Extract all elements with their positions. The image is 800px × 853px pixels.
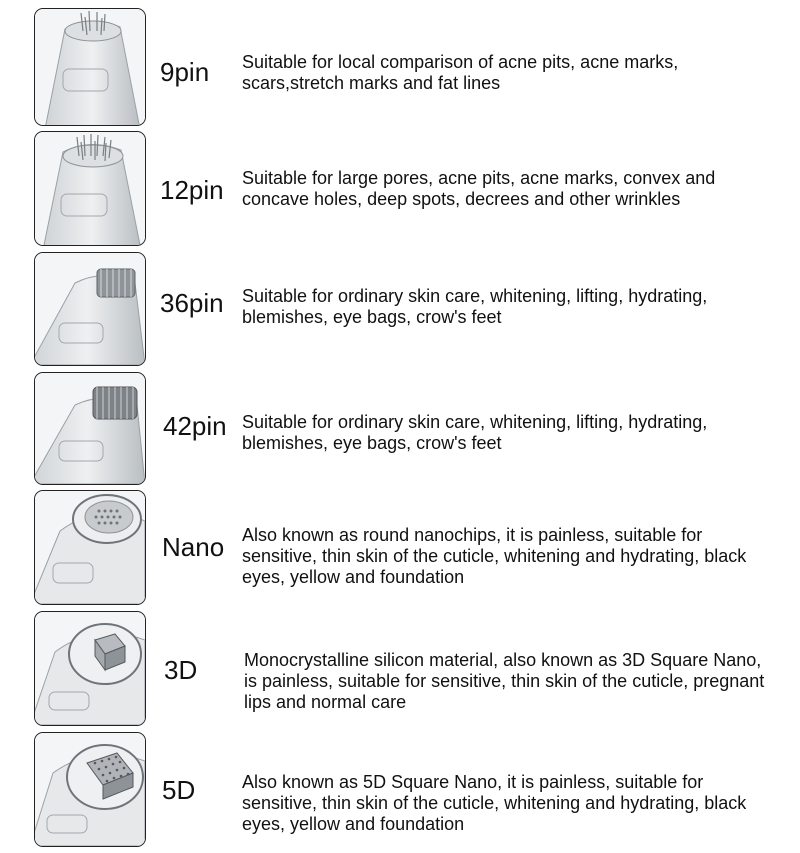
cartridge-name: Nano [162, 532, 225, 562]
needle-cartridge-9pin-icon [34, 8, 146, 126]
cartridge-name: 12pin [160, 175, 224, 205]
needle-cartridge-12pin-icon [34, 131, 146, 246]
cartridge-description: Suitable for large pores, acne pits, acne marks, convex and concave holes, deep spots, decrees and other wrinkles [242, 168, 716, 209]
needle-cartridge-36pin-icon [34, 252, 146, 366]
cartridge-description: Suitable for local comparison of acne pits, acne marks, scars,stretch marks and fat lines [242, 52, 679, 93]
cartridge-name: 3D [164, 655, 198, 685]
cartridge-description: Also known as 5D Square Nano, it is painless, suitable for sensitive, thin skin of the cuticle, whitening and hydrating, black eyes, yellow and foundation [242, 772, 747, 834]
5d-nano-cartridge-icon [34, 732, 146, 847]
cartridge-description: Also known as round nanochips, it is painless, suitable for sensitive, thin skin of the cuticle, whitening and hydrating, black eyes, yellow and foundation [242, 525, 747, 587]
nano-cartridge-icon [34, 490, 146, 605]
cartridge-description: Suitable for ordinary skin care, whitening, lifting, hydrating, blemishes, eye bags, crow's feet [242, 286, 708, 327]
cartridge-name: 42pin [163, 411, 227, 441]
cartridge-description: Monocrystalline silicon material, also known as 3D Square Nano, is painless, suitable for sensitive, thin skin of the cuticle, pregnant lips and normal care [244, 650, 765, 712]
cartridge-name: 9pin [160, 57, 210, 87]
cartridge-name: 36pin [160, 288, 224, 318]
3d-nano-cartridge-icon [34, 611, 146, 726]
needle-cartridge-42pin-icon [34, 372, 146, 485]
cartridge-description: Suitable for ordinary skin care, whitening, lifting, hydrating, blemishes, eye bags, crow's feet [242, 412, 708, 453]
cartridge-name: 5D [162, 775, 196, 805]
